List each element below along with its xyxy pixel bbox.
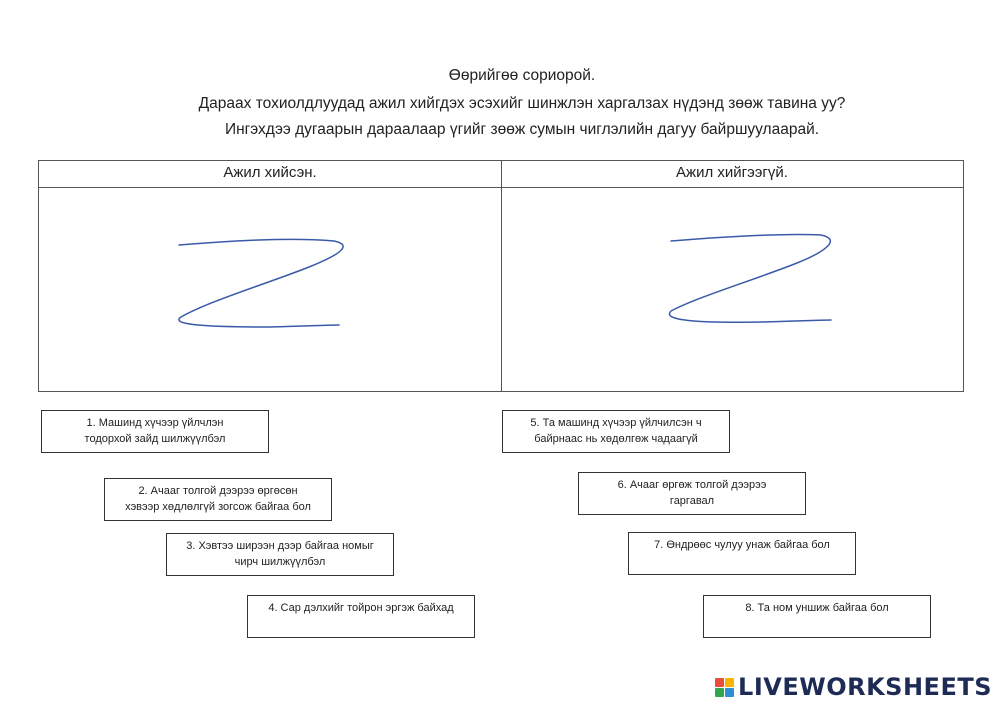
- brand-logo-icon: [715, 678, 734, 697]
- sorting-table: [38, 160, 964, 392]
- card-text: 5. Та машинд хүчээр үйлчилсэн ч: [530, 417, 702, 429]
- instruction-line-2: Ингэхдээ дугаарын дараалаар үгийг зөөж сумын чиглэлийн дагуу байршуулаарай.: [224, 121, 820, 138]
- card-text: 6. Ачааг өргөж толгой дээрээ: [617, 479, 767, 491]
- card-8[interactable]: [703, 595, 931, 638]
- card-text: чирч шилжүүлбэл: [234, 556, 326, 568]
- z-arrow-icon: [661, 227, 841, 327]
- column-header-not-done: Ажил хийгээгүй.: [676, 164, 788, 181]
- brand-name: LIVEWORKSHEETS: [738, 673, 992, 701]
- instruction-line-1: Дараах тохиолдлуудад ажил хийгдэх эсэхийг шинжлэн харгалзах нүдэнд зөөж тавина уу?: [198, 95, 846, 112]
- card-text: байрнаас нь хөдөлгөж чадаагүй: [534, 433, 698, 445]
- page-title: Өөрийгөө сориорой.: [448, 67, 596, 84]
- card-text: тодорхой зайд шилжүүлбэл: [84, 433, 226, 445]
- card-2[interactable]: [104, 478, 332, 521]
- card-text: 1. Машинд хүчээр үйлчлэн: [86, 417, 224, 429]
- card-text: 3. Хэвтээ ширээн дээр байгаа номыг: [186, 540, 374, 552]
- card-text: 4. Сар дэлхийг тойрон эргэж байхад: [268, 602, 454, 614]
- card-text: гаргавал: [669, 495, 715, 507]
- logo-square: [715, 688, 724, 697]
- card-text: 2. Ачааг толгой дээрээ өргөсөн: [138, 485, 298, 497]
- card-5[interactable]: [502, 410, 730, 453]
- card-text: 7. Өндрөөс чулуу унаж байгаа бол: [654, 539, 830, 551]
- logo-square: [725, 678, 734, 687]
- card-text: 8. Та ном уншиж байгаа бол: [745, 602, 889, 614]
- card-4[interactable]: [247, 595, 475, 638]
- card-7[interactable]: [628, 532, 856, 575]
- card-6[interactable]: [578, 472, 806, 515]
- card-1[interactable]: [41, 410, 269, 453]
- card-text: хэвээр хөдлөлгүй зогсож байгаа бол: [125, 501, 311, 513]
- logo-square: [725, 688, 734, 697]
- brand-watermark: [715, 673, 992, 701]
- logo-square: [715, 678, 724, 687]
- card-3[interactable]: [166, 533, 394, 576]
- z-arrow-icon: [169, 231, 349, 331]
- column-header-done: Ажил хийсэн.: [223, 164, 317, 181]
